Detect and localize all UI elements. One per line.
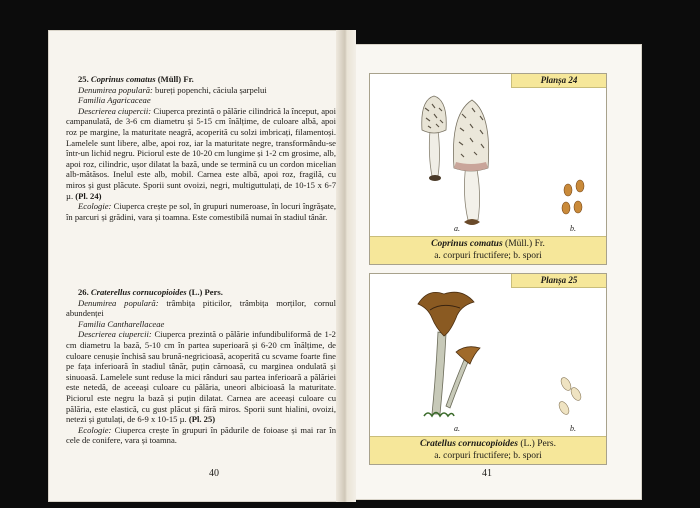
- entry-26-family: Familia Cantharellaceae: [78, 318, 165, 329]
- plate-24: [369, 73, 607, 265]
- entry-26-popular-name: Denumirea populară: trâmbița piticilor, trâmbița morților, cornul abundenței: [66, 297, 336, 319]
- entry-25-title: 25. Coprinus comatus (Müll) Fr.: [78, 74, 194, 84]
- plate-25-tag: Planșa 25: [511, 274, 606, 288]
- plate-25-author: (L.) Pers.: [520, 439, 556, 449]
- plate-24-caption: [370, 236, 606, 264]
- plate-24-species: Coprinus comatus: [431, 239, 503, 249]
- entry-26-description: Descrierea ciupercii: Ciuperca prezintă o pălărie infundibuliformă de 1-2 cm diametru la bază, 5-10 cm în partea superioară și 6-20 cm înălțime, de culoare cenușie închisă sau brună-negricioasă, acoperită cu scvame foarte fine pe fața inferioară în stadiul tânăr, puțin cărnoasă, cu marginea ondulată și sinuoasă. Lamelele sunt reduse la mici rânduri sau partea inferioară a pălăriei este netedă, de aceeași culoare cu pălăria, uneori albicioasă la maturitate. Piciorul este negru la bază și puțin dilatat. Carnea are aceeași culoare cu pălăria, este elastică, cu gust plăcut și fără miros. Sporii sunt hialini, ovoizi, netezi și gutulați, de 6-9 x 10-15 µ. (Pl. 25): [66, 329, 336, 425]
- page-number-left: 40: [209, 468, 219, 479]
- plate-24-caption-text: a. corpuri fructifere; b. spori: [434, 251, 542, 261]
- plate-25-label-b: b.: [570, 424, 576, 433]
- entry-25-description: Descrierea ciupercii: Ciuperca prezintă o pălărie cilindrică la început, apoi campanulată, de 3-6 cm diametru și 5-15 cm înălțime, de culoare albă, apoi roz pe margine, la maturitate neagră, acoperită cu solzi imbricați, filamentoși. Lamelele sunt libere, albe, apoi roz, iar la maturitate negre, transformându-se într-un lichid negru. Piciorul este de 10-20 cm lungime și 1-2 cm grosime, alb, apoi roz, cilindric, ușor dilatat la bază, unde se termină cu un cordon micelian alb-mătăsos. Inelul este alb, mobil. Carnea este albă, apoi roz, fragilă, cu miros și gust plăcute. Sporii sunt ovoizi, negri, multiguttulați, de 10-15 x 6-7 µ. (Pl. 24): [66, 105, 336, 201]
- book-spine: [336, 30, 356, 502]
- entry-25: [66, 74, 336, 222]
- plate-25: [369, 273, 607, 465]
- entry-25-ecology: Ecologie: Ciuperca crește pe sol, în grupuri numeroase, în locuri îngrășate, în parcuri și grădini, vara și toamna. Este comestibilă numai în stadiul tânăr.: [66, 201, 336, 222]
- plate-24-author: (Müll.) Fr.: [505, 239, 545, 249]
- entry-25-family: Familia Agaricaceae: [78, 95, 151, 106]
- plate-24-label-a: a.: [454, 224, 460, 233]
- coprinus-illustration: [370, 74, 606, 238]
- entry-26-title: 26. Craterellus cornucopioides (L.) Pers.: [78, 287, 223, 297]
- entry-26: [66, 287, 336, 446]
- plate-25-caption-text: a. corpuri fructifere; b. spori: [434, 451, 542, 461]
- plate-24-label-b: b.: [570, 224, 576, 233]
- craterellus-illustration: [370, 274, 606, 438]
- entry-25-popular-name: Denumirea populară: bureți popenchi, căciula șarpelui: [78, 84, 267, 95]
- plate-25-caption: [370, 436, 606, 464]
- plate-25-label-a: a.: [454, 424, 460, 433]
- page-number-right: 41: [482, 468, 492, 479]
- plate-25-species: Cratellus cornucopioides: [420, 439, 518, 449]
- plate-24-tag: Planșa 24: [511, 74, 606, 88]
- entry-26-ecology: Ecologie: Ciuperca crește în grupuri în pădurile de foioase și mai rar în cele de conifere, vara și toamna.: [66, 424, 336, 446]
